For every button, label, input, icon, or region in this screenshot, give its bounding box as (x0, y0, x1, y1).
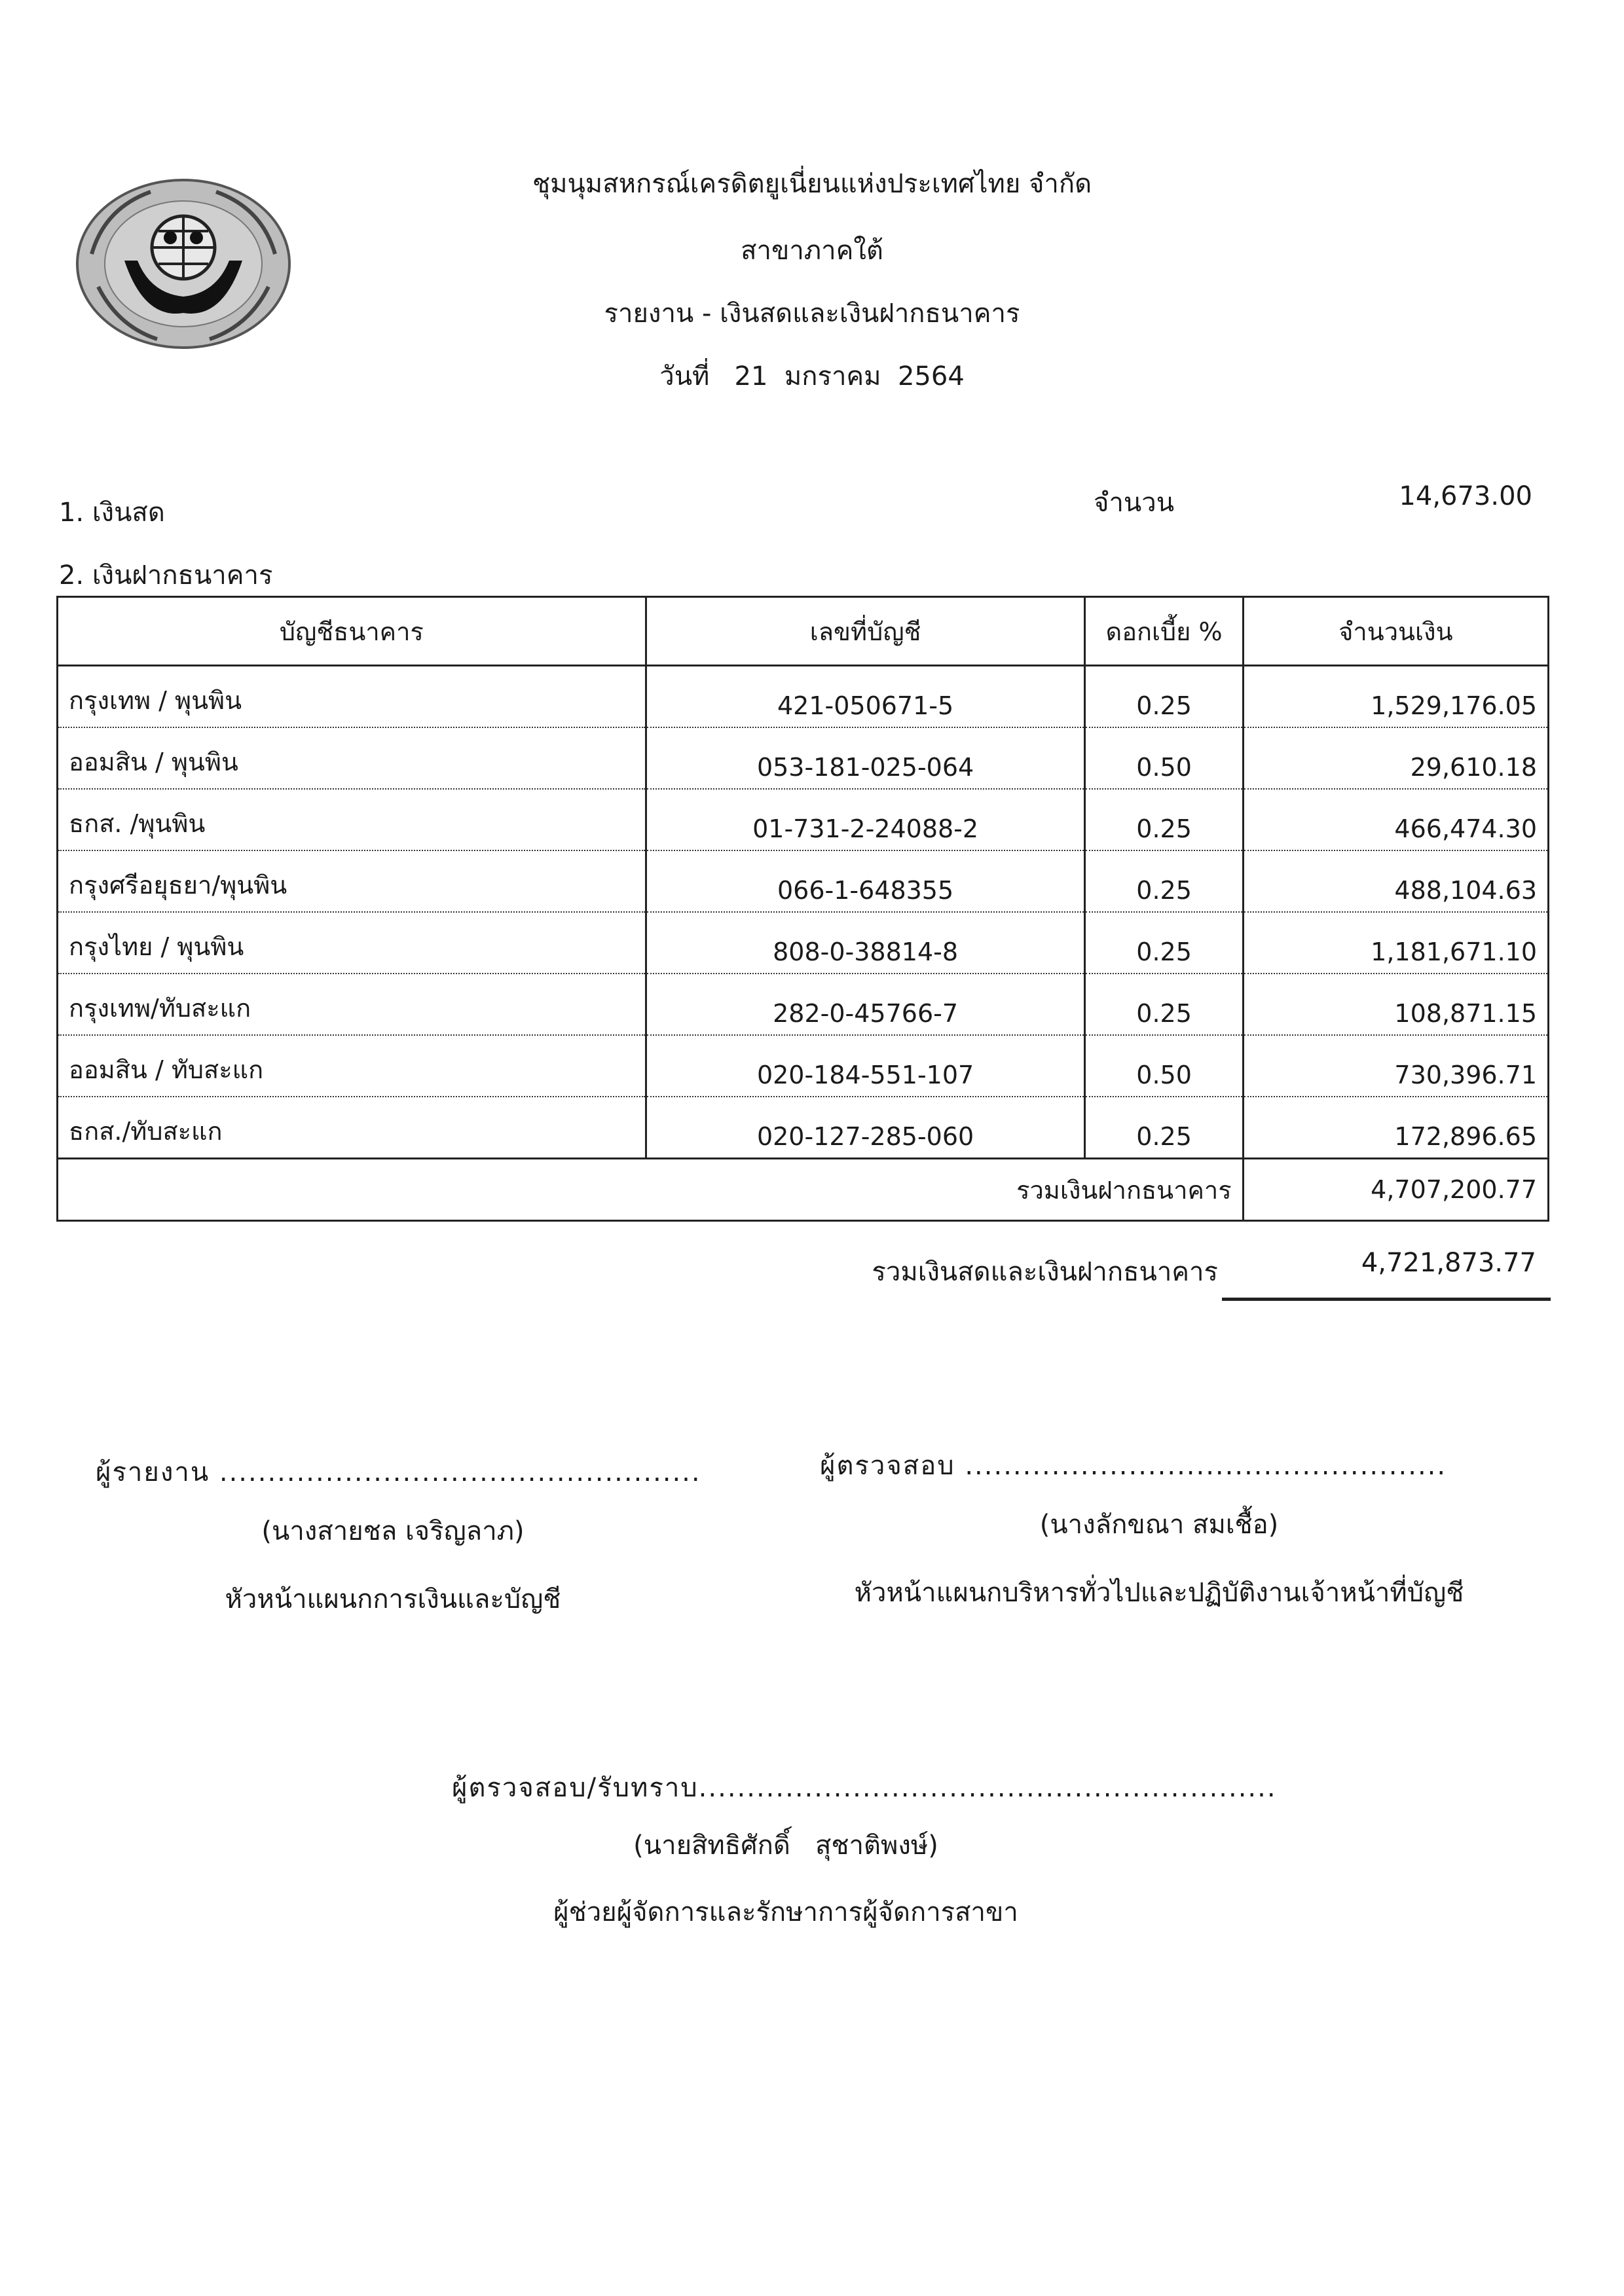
amount-cell: 730,396.71 (1243, 1035, 1548, 1097)
amount-cell: 29,610.18 (1243, 727, 1548, 789)
rate-cell: 0.25 (1085, 850, 1243, 912)
amount-cell: 1,529,176.05 (1243, 666, 1548, 728)
rate-cell: 0.25 (1085, 1097, 1243, 1159)
bank-cell: ธกส. /พุนพิน (58, 789, 646, 850)
column-header-rate: ดอกเบี้ย % (1085, 597, 1243, 666)
deposit-total-label: รวมเงินฝากธนาคาร (58, 1159, 1244, 1221)
deposit-total-amount: 4,707,200.77 (1243, 1159, 1548, 1221)
reporter-title: หัวหน้าแผนกการเงินและบัญชี (225, 1584, 561, 1614)
bank-cell: ออมสิน / พุนพิน (58, 727, 646, 789)
column-header-amount: จำนวนเงิน (1243, 597, 1548, 666)
account-cell: 066-1-648355 (646, 850, 1085, 912)
rate-cell: 0.25 (1085, 974, 1243, 1035)
account-cell: 421-050671-5 (646, 666, 1085, 728)
table-row (58, 666, 1549, 728)
bank-cell: ธกส./ทับสะแก (58, 1097, 646, 1159)
amount-cell: 466,474.30 (1243, 789, 1548, 850)
branch-name: สาขาภาคใต้ (741, 236, 883, 266)
table-row (58, 1035, 1549, 1097)
bank-cell: กรุงเทพ/ทับสะแก (58, 974, 646, 1035)
bank-cell: กรุงไทย / พุนพิน (58, 912, 646, 974)
rate-cell: 0.50 (1085, 1035, 1243, 1097)
checker-name: (นางลักขณา สมเชื้อ) (1039, 1510, 1279, 1540)
column-header-account: เลขที่บัญชี (646, 597, 1085, 666)
approver-name: (นายสิทธิศักดิ์ สุชาติพงษ์) (633, 1831, 938, 1861)
account-cell: 053-181-025-064 (646, 727, 1085, 789)
checker-signature-line: ผู้ตรวจสอบ .................................................. (820, 1451, 1447, 1481)
cash-label: 1. เงินสด (59, 498, 165, 528)
total-row (58, 1159, 1549, 1221)
rate-cell: 0.25 (1085, 666, 1243, 728)
cash-amount-label: จำนวน (1094, 488, 1175, 518)
approver-signature-line: ผู้ตรวจสอบ/รับทราบ............................................................ (452, 1773, 1277, 1803)
account-cell: 020-184-551-107 (646, 1035, 1085, 1097)
report-date: วันที่ 21 มกราคม 2564 (659, 361, 965, 392)
account-cell: 808-0-38814-8 (646, 912, 1085, 974)
report-title: รายงาน - เงินสดและเงินฝากธนาคาร (604, 299, 1020, 329)
table-row (58, 974, 1549, 1035)
bank-deposit-table (56, 596, 1549, 1222)
bank-cell: ออมสิน / ทับสะแก (58, 1035, 646, 1097)
reporter-name: (นางสายชล เจริญลาภ) (261, 1516, 525, 1546)
column-header-bank: บัญชีธนาคาร (58, 597, 646, 666)
table-row (58, 850, 1549, 912)
amount-cell: 108,871.15 (1243, 974, 1548, 1035)
rate-cell: 0.25 (1085, 912, 1243, 974)
grand-total-underline (1222, 1298, 1551, 1301)
table-row (58, 1097, 1549, 1159)
bank-cell: กรุงเทพ / พุนพิน (58, 666, 646, 728)
rate-cell: 0.50 (1085, 727, 1243, 789)
amount-cell: 172,896.65 (1243, 1097, 1548, 1159)
deposits-label: 2. เงินฝากธนาคาร (59, 560, 273, 591)
rate-cell: 0.25 (1085, 789, 1243, 850)
table-header-row (58, 597, 1549, 666)
reporter-signature-line: ผู้รายงาน .................................................. (96, 1457, 701, 1487)
account-cell: 01-731-2-24088-2 (646, 789, 1085, 850)
checker-title: หัวหน้าแผนกบริหารทั่วไปและปฏิบัติงานเจ้าหน้าที่บัญชี (854, 1578, 1464, 1608)
table-row (58, 727, 1549, 789)
bank-cell: กรุงศรีอยุธยา/พุนพิน (58, 850, 646, 912)
account-cell: 282-0-45766-7 (646, 974, 1085, 1035)
table-row (58, 789, 1549, 850)
org-name: ชุมนุมสหกรณ์เครดิตยูเนี่ยนแห่งประเทศไทย จำกัด (532, 169, 1092, 199)
grand-total-amount: 4,721,873.77 (1361, 1248, 1536, 1278)
approver-title: ผู้ช่วยผู้จัดการและรักษาการผู้จัดการสาขา (553, 1897, 1018, 1927)
amount-cell: 488,104.63 (1243, 850, 1548, 912)
amount-cell: 1,181,671.10 (1243, 912, 1548, 974)
grand-total-label: รวมเงินสดและเงินฝากธนาคาร (872, 1257, 1218, 1287)
cash-amount: 14,673.00 (1399, 481, 1532, 511)
account-cell: 020-127-285-060 (646, 1097, 1085, 1159)
table-row (58, 912, 1549, 974)
